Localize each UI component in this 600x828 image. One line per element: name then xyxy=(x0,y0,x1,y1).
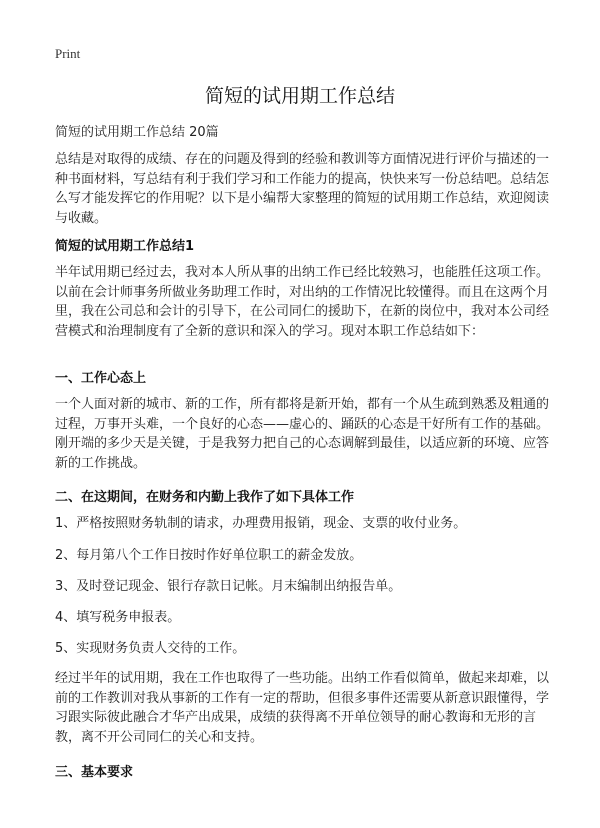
heading-work-attitude: 一、工作心态上 xyxy=(55,371,147,386)
document-subtitle: 简短的试用期工作总结 20篇 xyxy=(55,125,219,140)
intro-paragraph: 总结是对取得的成绩、存在的问题及得到的经验和教训等方面情况进行评价与描述的一种书面材料，写总结有利于我们学习和工作能力的提高，快快来写一份总结吧。总结怎么写才能发挥它的作用呢？以下是小编帮大家整理的简短的试用期工作总结，欢迎阅读与收藏。 xyxy=(55,152,550,226)
list-item: 5、实现财务负责人交待的工作。 xyxy=(55,641,246,656)
summary-paragraph: 经过半年的试用期，我在工作也取得了一些功能。出纳工作看似简单，做起来却难，以前的工作教训对我从事新的工作有一定的帮助，但很多事件还需要从新意识跟懂得，学习跟实际彼此融合才华产出成果，成绩的获得离不开单位领导的耐心教诲和无形的言教，离不开公司同仁的关心和支持。 xyxy=(55,671,550,745)
list-item: 3、及时登记现金、银行存款日记帐。月末编制出纳报告单。 xyxy=(55,579,402,594)
heading-basic-requirements: 三、基本要求 xyxy=(55,765,134,780)
section1-heading: 简短的试用期工作总结1 xyxy=(55,239,195,254)
print-link[interactable]: Print xyxy=(55,46,81,61)
work-attitude-paragraph: 一个人面对新的城市、新的工作，所有都将是新开始，都有一个从生疏到熟悉及粗通的过程，万事开头难，一个良好的心态——虚心的、踊跃的心态是干好所有工作的基础。刚开端的多少天是关键，于是我努力把自己的心态调解到最佳，以适应新的环境、应答新的工作挑战。 xyxy=(55,397,550,471)
list-item: 4、填写税务申报表。 xyxy=(55,610,181,625)
list-item: 1、严格按照财务轨制的请求，办理费用报销，现金、支票的收付业务。 xyxy=(55,516,467,531)
page-title: 简短的试用期工作总结 xyxy=(204,85,395,107)
heading-specific-work: 二、在这期间，在财务和内勤上我作了如下具体工作 xyxy=(55,490,355,505)
section1-paragraph: 半年试用期已经过去，我对本人所从事的出纳工作已经比较熟习，也能胜任这项工作。以前在会计师事务所做业务助理工作时，对出纳的工作情况比较懂得。而且在这两个月里，我在公司总和会计的引导下，在公司同仁的援助下，在新的岗位中，我对本公司经营模式和治理制度有了全新的意识和深入的学习。现对本职工作总结如下： xyxy=(55,265,550,339)
list-item: 2、每月第八个工作日按时作好单位职工的薪金发放。 xyxy=(55,548,363,563)
